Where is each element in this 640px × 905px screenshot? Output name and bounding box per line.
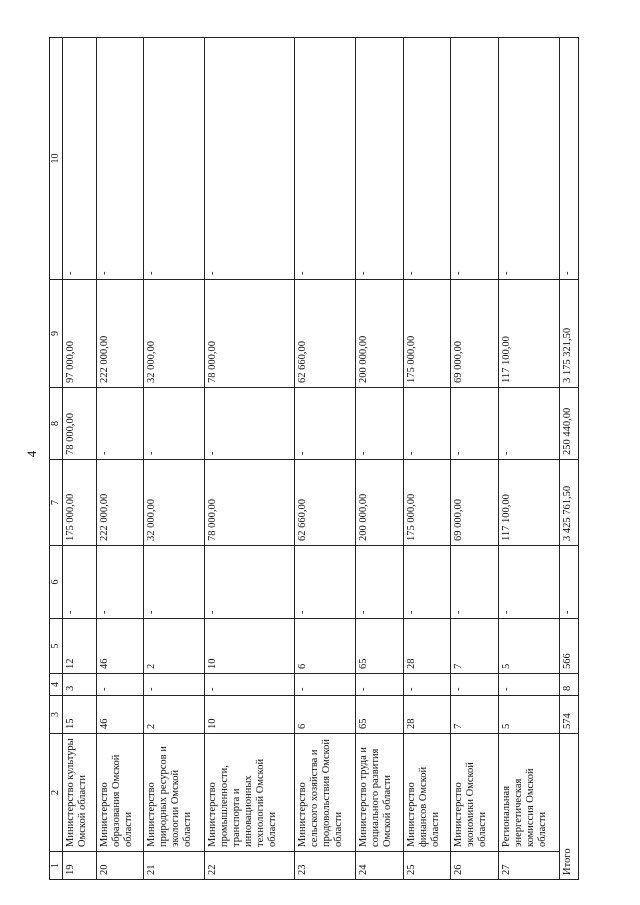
header-cell: 2 [50, 734, 63, 852]
table-row [403, 38, 450, 880]
table-cell: - [356, 546, 403, 619]
table-cell: 5 [498, 696, 559, 734]
table-cell: - [205, 38, 294, 280]
table-cell: - [356, 388, 403, 460]
table-row [356, 38, 403, 880]
table-cell: - [205, 388, 294, 460]
table-cell: - [294, 388, 355, 460]
table-cell: - [498, 546, 559, 619]
table-cell: - [294, 674, 355, 696]
table-cell: 62 660,00 [294, 280, 355, 388]
table-cell: - [403, 546, 450, 619]
table-cell: 28 [403, 696, 450, 734]
table-cell: 97 000,00 [63, 280, 97, 388]
table-cell: - [403, 388, 450, 460]
table-cell: 46 [96, 696, 143, 734]
header-cell: 1 [50, 852, 63, 880]
table-cell: 6 [294, 619, 355, 674]
table-cell: 62 660,00 [294, 460, 355, 546]
row-number: 25 [403, 852, 450, 880]
table-row [498, 38, 559, 880]
table-cell: 32 000,00 [144, 460, 205, 546]
table-cell: 78 000,00 [205, 460, 294, 546]
organization-name: Министерство финансов Омской области [403, 734, 450, 852]
header-cell: 7 [50, 460, 63, 546]
table-cell: - [144, 38, 205, 280]
table-cell: 5 [498, 619, 559, 674]
table-cell: 2 [144, 696, 205, 734]
table-cell: - [403, 38, 450, 280]
table-cell: 200 000,00 [356, 460, 403, 546]
row-number: 24 [356, 852, 403, 880]
total-cell: 566 [560, 619, 579, 674]
header-cell: 8 [50, 388, 63, 460]
header-cell: 9 [50, 280, 63, 388]
table-cell: 117 100,00 [498, 280, 559, 388]
total-cell: 3 175 321,50 [560, 280, 579, 388]
table-cell: 78 000,00 [205, 280, 294, 388]
table-cell: - [96, 38, 143, 280]
table-cell: - [403, 674, 450, 696]
table-cell: 117 100,00 [498, 460, 559, 546]
total-cell: - [560, 546, 579, 619]
table-cell: 15 [63, 696, 97, 734]
table-cell: - [294, 546, 355, 619]
table-row [96, 38, 143, 880]
table-row [451, 38, 498, 880]
organization-name: Региональная энергетическая комиссия Омской области [498, 734, 559, 852]
table-cell: 65 [356, 696, 403, 734]
header-cell: 3 [50, 696, 63, 734]
table-cell: 78 000,00 [63, 388, 97, 460]
total-cell: 250 440,00 [560, 388, 579, 460]
table-cell: - [356, 38, 403, 280]
row-number: 27 [498, 852, 559, 880]
table-cell: 10 [205, 696, 294, 734]
table-box [49, 38, 579, 880]
organization-name: Министерство труда и социального развития Омской области [356, 734, 403, 852]
table-cell: 3 [63, 674, 97, 696]
organization-name: Министерство природных ресурсов и экологии Омской области [144, 734, 205, 852]
total-cell: 8 [560, 674, 579, 696]
table-cell: 69 000,00 [451, 280, 498, 388]
table-cell: - [451, 546, 498, 619]
organization-name: Министерство экономики Омской области [451, 734, 498, 852]
total-label: Итого [560, 734, 579, 880]
table-cell: - [498, 388, 559, 460]
table-cell: 2 [144, 619, 205, 674]
table-row [294, 38, 355, 880]
organization-name: Министерство образования Омской области [96, 734, 143, 852]
table-cell: - [96, 388, 143, 460]
table-cell: - [205, 546, 294, 619]
table-cell: - [63, 546, 97, 619]
table-cell: 46 [96, 619, 143, 674]
table-row [144, 38, 205, 880]
table-row [63, 38, 97, 880]
total-cell: - [560, 38, 579, 280]
header-row [50, 38, 63, 880]
header-cell: 6 [50, 546, 63, 619]
row-number: 23 [294, 852, 355, 880]
total-row [560, 38, 579, 880]
table-cell: - [498, 674, 559, 696]
header-cell: 10 [50, 38, 63, 280]
organization-name: Министерство культуры Омской области [63, 734, 97, 852]
table-cell: 28 [403, 619, 450, 674]
row-number: 19 [63, 852, 97, 880]
row-number: 20 [96, 852, 143, 880]
table-cell: 32 000,00 [144, 280, 205, 388]
rotated-table-container [49, 38, 579, 880]
table-cell: - [96, 546, 143, 619]
table-cell: 7 [451, 696, 498, 734]
table-cell: 222 000,00 [96, 460, 143, 546]
row-number: 22 [205, 852, 294, 880]
table-cell: 6 [294, 696, 355, 734]
header-cell: 5 [50, 619, 63, 674]
table-cell: - [144, 546, 205, 619]
table-cell: - [144, 674, 205, 696]
table-cell: - [63, 38, 97, 280]
table-cell: - [451, 388, 498, 460]
table-cell: 65 [356, 619, 403, 674]
table-cell: 7 [451, 619, 498, 674]
table-cell: 222 000,00 [96, 280, 143, 388]
table-cell: 175 000,00 [403, 280, 450, 388]
table-cell: - [205, 674, 294, 696]
table-cell: - [451, 38, 498, 280]
table-cell: 10 [205, 619, 294, 674]
total-cell: 3 425 761,50 [560, 460, 579, 546]
table-cell: 175 000,00 [403, 460, 450, 546]
header-cell: 4 [50, 674, 63, 696]
table-cell: - [96, 674, 143, 696]
table-cell: 12 [63, 619, 97, 674]
table-cell: 69 000,00 [451, 460, 498, 546]
organization-name: Министерство сельского хозяйства и продовольствия Омской области [294, 734, 355, 852]
page-number: 4 [24, 450, 39, 458]
table-cell: - [451, 674, 498, 696]
table-cell: - [356, 674, 403, 696]
row-number: 21 [144, 852, 205, 880]
table-cell: - [144, 388, 205, 460]
data-table [49, 37, 579, 880]
table-cell: - [294, 38, 355, 280]
organization-name: Министерство промышленности, транспорта и инновационных технологий Омской области [205, 734, 294, 852]
row-number: 26 [451, 852, 498, 880]
table-cell: 200 000,00 [356, 280, 403, 388]
table-cell: 175 000,00 [63, 460, 97, 546]
total-cell: 574 [560, 696, 579, 734]
table-cell: - [498, 38, 559, 280]
table-row [205, 38, 294, 880]
